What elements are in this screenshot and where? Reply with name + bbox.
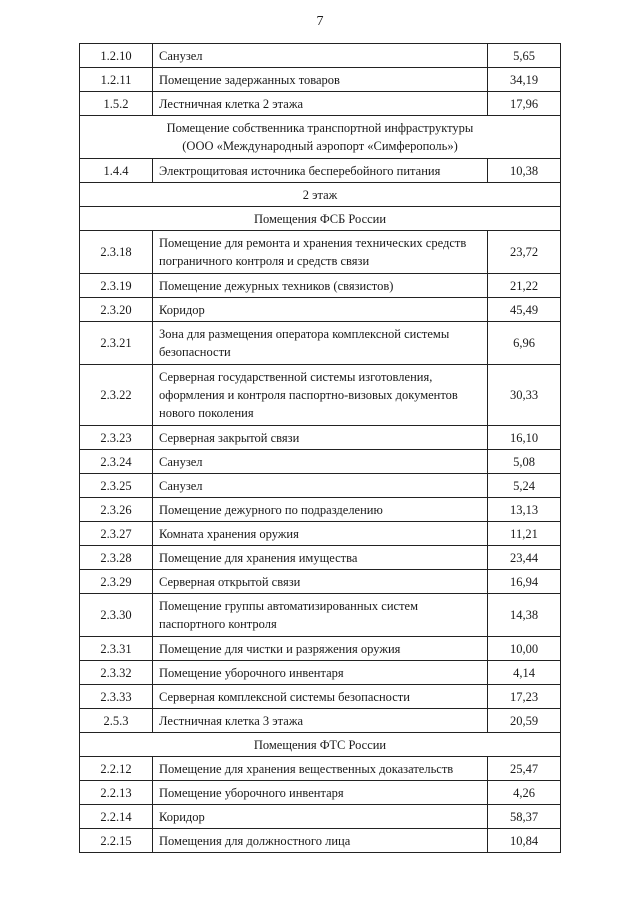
table-row (80, 637, 561, 661)
room-code: 2.5.3 (80, 709, 153, 733)
room-area: 16,94 (488, 570, 561, 594)
room-area: 11,21 (488, 522, 561, 546)
room-area: 58,37 (488, 805, 561, 829)
room-area: 4,26 (488, 781, 561, 805)
floor-heading: 2 этаж (80, 183, 561, 207)
room-code: 1.4.4 (80, 159, 153, 183)
room-code: 2.2.14 (80, 805, 153, 829)
section-heading-line: (ООО «Международный аэропорт «Симферополь») (182, 139, 458, 153)
room-area: 23,72 (488, 231, 561, 274)
room-code: 2.3.24 (80, 450, 153, 474)
room-area: 23,44 (488, 546, 561, 570)
room-code: 2.3.25 (80, 474, 153, 498)
section-heading-line: Помещение собственника транспортной инфраструктуры (166, 121, 474, 135)
section-row (80, 116, 561, 159)
room-name: Коридор (153, 805, 488, 829)
table-row (80, 661, 561, 685)
room-code: 2.3.18 (80, 231, 153, 274)
room-code: 2.3.23 (80, 426, 153, 450)
room-name: Помещение уборочного инвентаря (153, 661, 488, 685)
room-area: 17,96 (488, 92, 561, 116)
room-code: 2.3.27 (80, 522, 153, 546)
room-name: Серверная закрытой связи (153, 426, 488, 450)
room-name: Санузел (153, 44, 488, 68)
table-row (80, 709, 561, 733)
room-name: Помещение для хранения вещественных доказательств (153, 757, 488, 781)
room-area: 21,22 (488, 274, 561, 298)
room-code: 2.3.28 (80, 546, 153, 570)
room-area: 5,08 (488, 450, 561, 474)
room-name: Коридор (153, 298, 488, 322)
room-name: Комната хранения оружия (153, 522, 488, 546)
table-row (80, 68, 561, 92)
table-row (80, 365, 561, 426)
room-code: 2.3.33 (80, 685, 153, 709)
room-name: Помещение задержанных товаров (153, 68, 488, 92)
rooms-table (79, 43, 561, 853)
room-code: 2.3.19 (80, 274, 153, 298)
table-row (80, 298, 561, 322)
room-area: 13,13 (488, 498, 561, 522)
room-name: Лестничная клетка 3 этажа (153, 709, 488, 733)
room-code: 2.3.26 (80, 498, 153, 522)
room-name: Серверная государственной системы изготовления, оформления и контроля паспортно-визовых документов нового поколения (153, 365, 488, 426)
room-code: 2.3.21 (80, 322, 153, 365)
table-row (80, 805, 561, 829)
room-code: 2.3.22 (80, 365, 153, 426)
room-name: Помещение дежурного по подразделению (153, 498, 488, 522)
room-area: 30,33 (488, 365, 561, 426)
table-row (80, 450, 561, 474)
room-name: Зона для размещения оператора комплексной системы безопасности (153, 322, 488, 365)
room-name: Санузел (153, 474, 488, 498)
room-code: 1.2.11 (80, 68, 153, 92)
table-row (80, 44, 561, 68)
page-number: 7 (316, 14, 324, 29)
room-area: 5,24 (488, 474, 561, 498)
room-name: Помещения для должностного лица (153, 829, 488, 853)
room-area: 10,84 (488, 829, 561, 853)
table-row (80, 829, 561, 853)
room-code: 2.3.31 (80, 637, 153, 661)
table-row (80, 757, 561, 781)
section-heading: Помещения ФСБ России (80, 207, 561, 231)
room-area: 45,49 (488, 298, 561, 322)
table-row (80, 570, 561, 594)
room-area: 25,47 (488, 757, 561, 781)
section-row (80, 733, 561, 757)
room-name: Помещение для чистки и разряжения оружия (153, 637, 488, 661)
table-row (80, 685, 561, 709)
room-code: 1.5.2 (80, 92, 153, 116)
room-name: Лестничная клетка 2 этажа (153, 92, 488, 116)
room-area: 16,10 (488, 426, 561, 450)
room-name: Помещение для хранения имущества (153, 546, 488, 570)
table-row (80, 322, 561, 365)
room-area: 17,23 (488, 685, 561, 709)
table-row (80, 231, 561, 274)
room-area: 10,38 (488, 159, 561, 183)
room-name: Помещение для ремонта и хранения технических средств пограничного контроля и средств связи (153, 231, 488, 274)
room-code: 2.3.29 (80, 570, 153, 594)
room-code: 2.2.12 (80, 757, 153, 781)
section-heading (80, 116, 561, 159)
room-name: Помещение группы автоматизированных систем паспортного контроля (153, 594, 488, 637)
room-name: Помещение дежурных техников (связистов) (153, 274, 488, 298)
table-row (80, 274, 561, 298)
table-row (80, 546, 561, 570)
room-code: 2.2.15 (80, 829, 153, 853)
table-row (80, 159, 561, 183)
room-name: Серверная открытой связи (153, 570, 488, 594)
table-row (80, 92, 561, 116)
room-area: 34,19 (488, 68, 561, 92)
room-code: 2.3.32 (80, 661, 153, 685)
room-area: 4,14 (488, 661, 561, 685)
room-name: Помещение уборочного инвентаря (153, 781, 488, 805)
room-area: 6,96 (488, 322, 561, 365)
table-row (80, 522, 561, 546)
room-code: 2.2.13 (80, 781, 153, 805)
room-area: 14,38 (488, 594, 561, 637)
section-row (80, 207, 561, 231)
table-row (80, 474, 561, 498)
section-row (80, 183, 561, 207)
table-row (80, 498, 561, 522)
table-row (80, 781, 561, 805)
room-code: 2.3.30 (80, 594, 153, 637)
room-area: 20,59 (488, 709, 561, 733)
section-heading: Помещения ФТС России (80, 733, 561, 757)
table-row (80, 426, 561, 450)
table-row (80, 594, 561, 637)
room-name: Санузел (153, 450, 488, 474)
room-name: Электрощитовая источника бесперебойного питания (153, 159, 488, 183)
room-name: Серверная комплексной системы безопасности (153, 685, 488, 709)
room-code: 1.2.10 (80, 44, 153, 68)
room-area: 10,00 (488, 637, 561, 661)
room-area: 5,65 (488, 44, 561, 68)
room-code: 2.3.20 (80, 298, 153, 322)
